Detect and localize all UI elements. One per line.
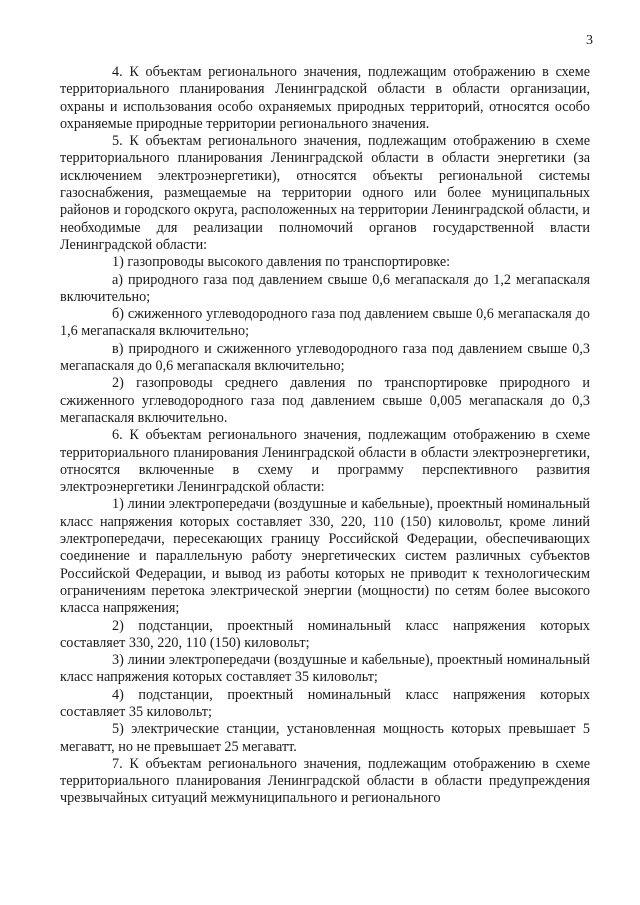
paragraph-item-6-sub-2: 2) подстанции, проектный номинальный класс напряжения которых составляет 330, 220, 110 (150) киловольт; — [60, 617, 590, 651]
paragraph-subitem-2: 2) газопроводы среднего давления по транспортировке природного и сжиженного углеводородного газа под давлением свыше 0,005 мегапаскаля до 0,3 мегапаскаля включительно. — [60, 375, 590, 426]
paragraph-subitem-b: б) сжиженного углеводородного газа под давлением свыше 0,6 мегапаскаля до 1,6 мегапаскаля включительно; — [60, 306, 590, 340]
paragraph-item-6-sub-5: 5) электрические станции, установленная мощность которых превышает 5 мегаватт, но не превышает 25 мегаватт. — [60, 721, 590, 755]
paragraph-subitem-a: а) природного газа под давлением свыше 0,6 мегапаскаля до 1,2 мегапаскаля включительно; — [60, 271, 590, 305]
paragraph-item-5: 5. К объектам регионального значения, подлежащим отображению в схеме территориального планирования Ленинградской области в области энергетики (за исключением электроэнергетики), относятся объекты региональной системы газоснабжения, размещаемые на территории одного или более муниципальных районов и городского округа, расположенных на территории Ленинградской области, и необходимые для реализации полномочий органов государственной власти Ленинградской области: — [60, 133, 590, 253]
page-number: 3 — [586, 33, 593, 48]
document-body — [60, 64, 590, 808]
paragraph-item-6-sub-4: 4) подстанции, проектный номинальный класс напряжения которых составляет 35 киловольт; — [60, 686, 590, 720]
paragraph-item-4: 4. К объектам регионального значения, подлежащим отображению в схеме территориального планирования Ленинградской области в области организации, охраны и использования особо охраняемых природных территорий, относятся особо охраняемые природные территории регионального значения. — [60, 64, 590, 132]
paragraph-item-7: 7. К объектам регионального значения, подлежащим отображению в схеме территориального планирования Ленинградской области в области предупреждения чрезвычайных ситуаций межмуниципального и регионального — [60, 755, 590, 807]
paragraph-item-6-sub-3: 3) линии электропередачи (воздушные и кабельные), проектный номинальный класс напряжения которых составляет 35 киловольт; — [60, 652, 590, 686]
paragraph-item-6-sub-1: 1) линии электропередачи (воздушные и кабельные), проектный номинальный класс напряжения которых составляет 330, 220, 110 (150) киловольт, кроме линий электропередачи, пересекающих границу Российской Федерации, обеспечивающих соединение и параллельную работу энергетических систем различных субъектов Российской Федерации, и вывод из работы которых не приводит к технологическим ограничениям перетока электрической энергии (мощности) по сетям более высокого класса напряжения; — [60, 496, 590, 617]
paragraph-item-6: 6. К объектам регионального значения, подлежащим отображению в схеме территориального планирования Ленинградской области в области электроэнергетики, относятся включенные в схему и программу перспективного развития электроэнергетики Ленинградской области: — [60, 427, 590, 496]
paragraph-subitem-1: 1) газопроводы высокого давления по транспортировке: — [112, 254, 451, 271]
paragraph-subitem-v: в) природного и сжиженного углеводородного газа под давлением свыше 0,3 мегапаскаля до 0,6 мегапаскаля включительно; — [60, 340, 590, 375]
